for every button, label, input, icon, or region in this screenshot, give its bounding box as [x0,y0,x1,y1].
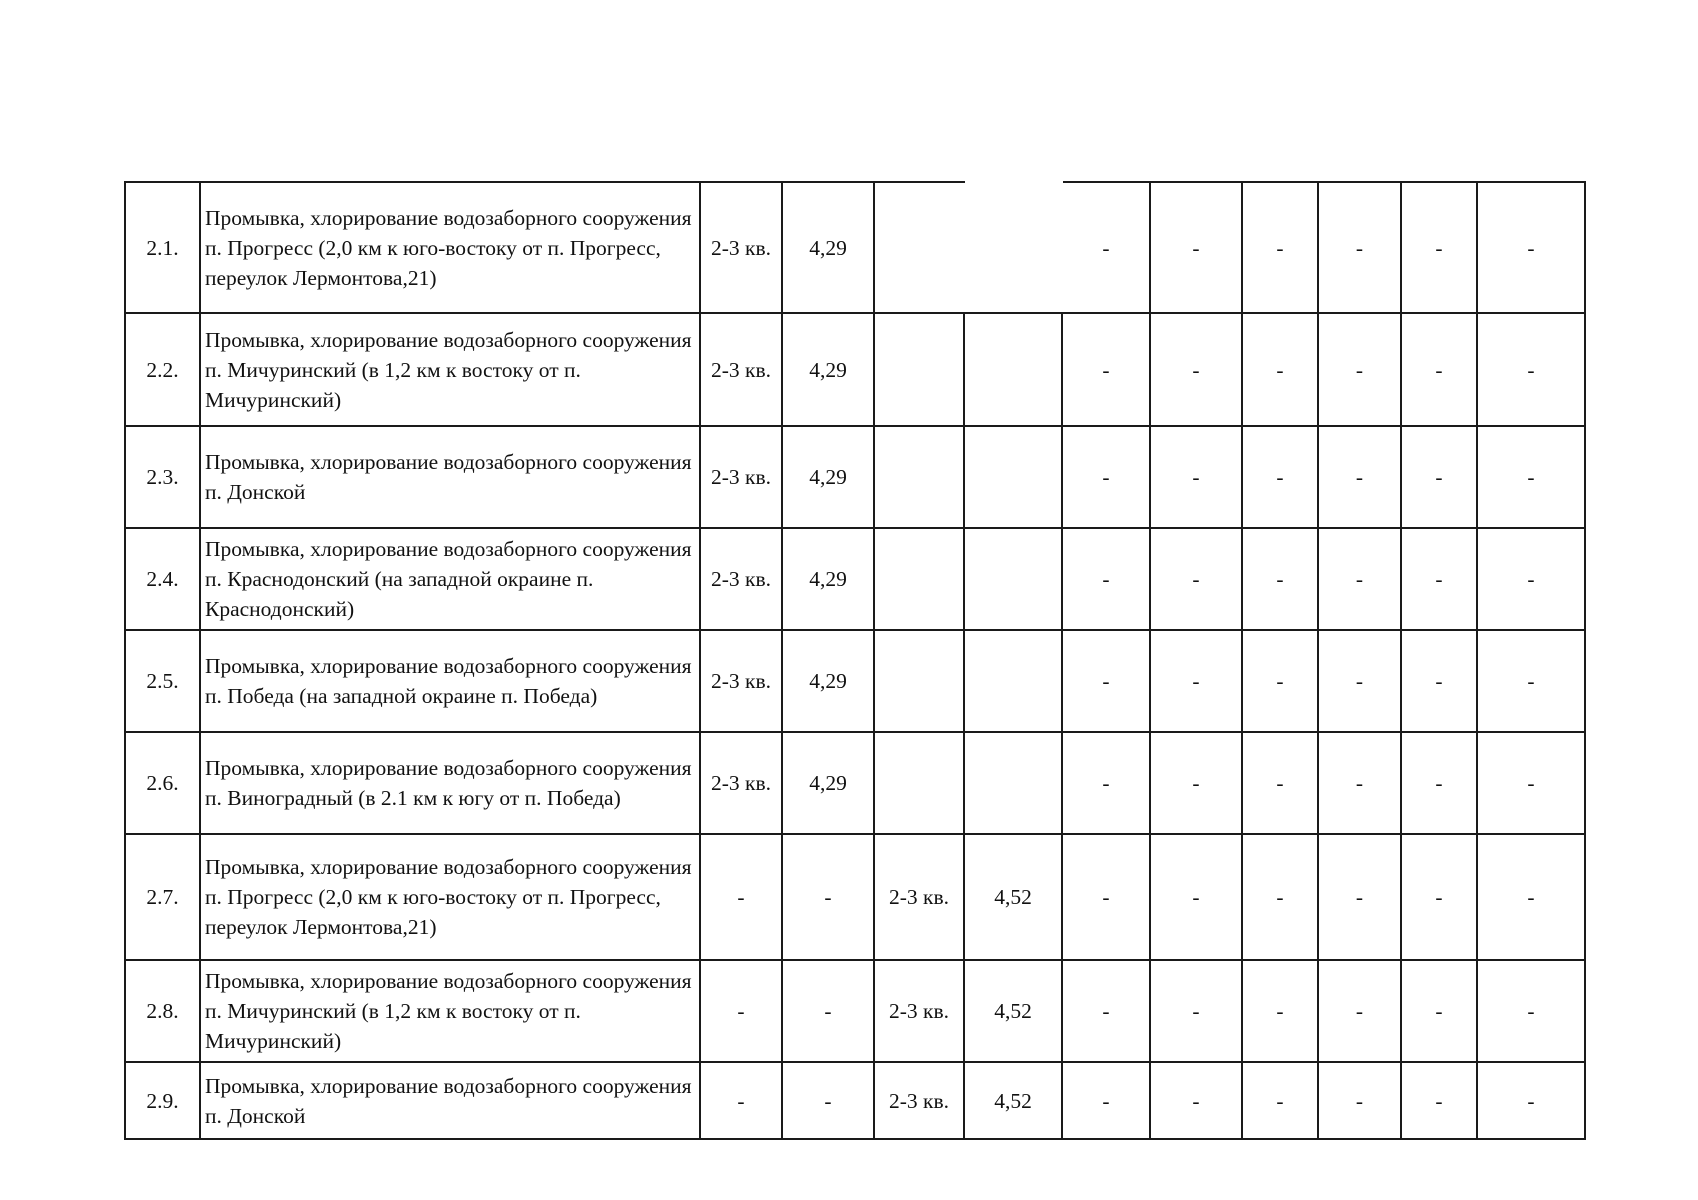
value-cell: - [1477,834,1585,960]
value-cell: - [1062,528,1150,630]
value-cell: - [1150,426,1242,528]
cost-cell: 4,52 [964,834,1062,960]
value-cell: - [1401,426,1477,528]
value-cell: - [1318,1062,1401,1139]
value-cell: - [1401,313,1477,426]
table-row [125,960,1585,1062]
value-cell: - [1062,630,1150,732]
value-cell: - [1477,313,1585,426]
period-cell [874,313,964,426]
value-cell: - [1062,732,1150,834]
value-cell: - [1401,1062,1477,1139]
row-number: 2.7. [125,834,200,960]
cost-cell [964,528,1062,630]
value-cell: - [1150,960,1242,1062]
value-cell: - [1477,1062,1585,1139]
value-cell: - [1401,834,1477,960]
cost-cell: 4,29 [782,426,874,528]
value-cell: - [1318,630,1401,732]
work-description: Промывка, хлорирование водозаборного сооружения п. Мичуринский (в 1,2 км к востоку от п. Мичуринский) [200,313,700,426]
period-cell [874,182,964,313]
value-cell: - [1318,528,1401,630]
period-cell [874,528,964,630]
period-cell [874,732,964,834]
value-cell: - [1477,732,1585,834]
value-cell: - [1242,182,1318,313]
value-cell: - [1401,630,1477,732]
cost-cell: 4,29 [782,182,874,313]
value-cell: - [1242,426,1318,528]
period-cell: 2-3 кв. [874,834,964,960]
row-number: 2.2. [125,313,200,426]
table-row [125,528,1585,630]
cost-cell [964,426,1062,528]
work-description: Промывка, хлорирование водозаборного сооружения п. Донской [200,426,700,528]
value-cell: - [1477,960,1585,1062]
work-description: Промывка, хлорирование водозаборного сооружения п. Прогресс (2,0 км к юго-востоку от п. Прогресс, переулок Лермонтова,21) [200,182,700,313]
value-cell: - [1150,834,1242,960]
cost-cell: 4,52 [964,1062,1062,1139]
value-cell: - [1242,630,1318,732]
value-cell: - [1318,960,1401,1062]
value-cell: - [1062,313,1150,426]
work-description: Промывка, хлорирование водозаборного сооружения п. Прогресс (2,0 км к юго-востоку от п. Прогресс, переулок Лермонтова,21) [200,834,700,960]
value-cell: - [1150,313,1242,426]
period-cell: 2-3 кв. [700,630,782,732]
table-row [125,732,1585,834]
value-cell: - [1477,426,1585,528]
value-cell: - [1318,313,1401,426]
row-number: 2.8. [125,960,200,1062]
value-cell: - [1242,732,1318,834]
value-cell: - [1477,528,1585,630]
works-table [124,181,1586,1140]
table-row [125,313,1585,426]
value-cell: - [1150,732,1242,834]
period-cell [874,630,964,732]
row-number: 2.4. [125,528,200,630]
value-cell: - [1477,182,1585,313]
value-cell: - [1318,834,1401,960]
value-cell: - [1062,1062,1150,1139]
value-cell: - [1318,732,1401,834]
period-cell: - [700,834,782,960]
work-description: Промывка, хлорирование водозаборного сооружения п. Краснодонский (на западной окраине п. Краснодонский) [200,528,700,630]
row-number: 2.9. [125,1062,200,1139]
row-number: 2.5. [125,630,200,732]
cost-cell: - [782,1062,874,1139]
value-cell: - [1062,834,1150,960]
value-cell: - [1062,182,1150,313]
cost-cell: 4,52 [964,960,1062,1062]
cost-cell: 4,29 [782,313,874,426]
value-cell: - [1062,426,1150,528]
value-cell: - [1401,732,1477,834]
work-description: Промывка, хлорирование водозаборного сооружения п. Победа (на западной окраине п. Победа) [200,630,700,732]
work-description: Промывка, хлорирование водозаборного сооружения п. Донской [200,1062,700,1139]
value-cell: - [1401,960,1477,1062]
row-number: 2.6. [125,732,200,834]
row-number: 2.1. [125,182,200,313]
cost-cell [964,313,1062,426]
value-cell: - [1062,960,1150,1062]
value-cell: - [1150,528,1242,630]
cost-cell: - [782,960,874,1062]
period-cell: 2-3 кв. [700,732,782,834]
period-cell: 2-3 кв. [874,1062,964,1139]
value-cell: - [1242,528,1318,630]
cost-cell: - [782,834,874,960]
row-number: 2.3. [125,426,200,528]
cost-cell: 4,29 [782,732,874,834]
period-cell: 2-3 кв. [700,313,782,426]
period-cell: 2-3 кв. [700,528,782,630]
period-cell [874,426,964,528]
value-cell: - [1242,834,1318,960]
period-cell: 2-3 кв. [700,182,782,313]
table-row [125,426,1585,528]
value-cell: - [1150,1062,1242,1139]
cost-cell [964,630,1062,732]
period-cell: 2-3 кв. [874,960,964,1062]
period-cell: - [700,960,782,1062]
period-cell: - [700,1062,782,1139]
value-cell: - [1318,426,1401,528]
value-cell: - [1150,630,1242,732]
value-cell: - [1150,182,1242,313]
period-cell: 2-3 кв. [700,426,782,528]
table-row [125,182,1585,313]
table-row [125,1062,1585,1139]
cost-cell: 4,29 [782,630,874,732]
value-cell: - [1401,182,1477,313]
cost-cell: 4,29 [782,528,874,630]
value-cell: - [1477,630,1585,732]
value-cell: - [1318,182,1401,313]
value-cell: - [1401,528,1477,630]
work-description: Промывка, хлорирование водозаборного сооружения п. Виноградный (в 2.1 км к югу от п. Победа) [200,732,700,834]
value-cell: - [1242,1062,1318,1139]
cost-cell [964,732,1062,834]
table-row [125,630,1585,732]
value-cell: - [1242,313,1318,426]
work-description: Промывка, хлорирование водозаборного сооружения п. Мичуринский (в 1,2 км к востоку от п. Мичуринский) [200,960,700,1062]
table-row [125,834,1585,960]
value-cell: - [1242,960,1318,1062]
cost-cell [964,182,1062,313]
